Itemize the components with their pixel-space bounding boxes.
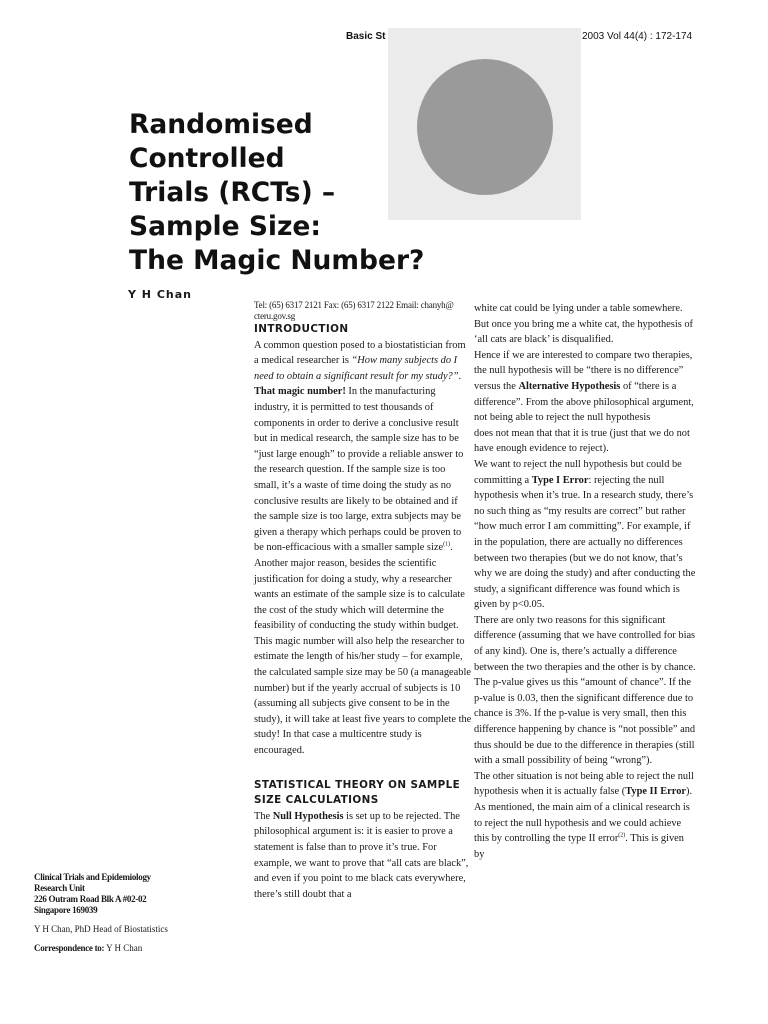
gray-circle-graphic bbox=[417, 59, 553, 195]
reference-marker: (2) bbox=[618, 832, 626, 839]
journal-citation: 2003 Vol 44(4) : 172-174 bbox=[582, 31, 693, 42]
intro-paragraph-1: A common question posed to a biostatistician from a medical researcher is “How many subjects do I need to obtain a significant result for my study?”. That magic number! In the manufacturing industry, it is permitted to test thousands of components in order to derive a conclusive result but in medical research, the sample size has to be “just large enough” to provide a reliable answer to the research question. If the sample size is too small, it’s a waste of time doing the study as no conclusive results are likely to be obtained and if the sample size is too large, extra subjects may be given a therapy which perhaps could be proven to be non-efficacious with a smaller sample size$^{(1)}$. bbox=[254, 339, 466, 554]
body-paragraph: does not mean that that it is true (just that we do not have enough evidence to reject). bbox=[474, 427, 690, 455]
correspondence-name: Y H Chan bbox=[104, 943, 143, 953]
text-column-left bbox=[254, 300, 472, 902]
affiliation-line: Research Unit bbox=[34, 883, 85, 893]
title-line: Trials (RCTs) – bbox=[129, 177, 336, 208]
affiliation-line: Singapore 169039 bbox=[34, 905, 98, 915]
body-paragraph: The other situation is not being able to reject the null hypothesis when it is actually false (Type II Error). As mentioned, the main aim of a clinical research is to reject the null hypothesis and we could achieve this by controlling the type II error$^{(2)}$. This is given by bbox=[474, 770, 694, 860]
correspondence bbox=[34, 943, 234, 954]
body-paragraph: There are only two reasons for this significant difference (assuming that we have controlled for bias of any kind). One is, there’s actually a difference between the two therapies and the other is by chance. The p-value gives us this “amount of chance”. If the p-value is 0.03, then the significant difference due to chance is 3%. If the p-value is very small, then this difference happening by chance is “not possible” and thus should be due to the difference in therapies (still with a small possibility of being “wrong”). bbox=[474, 614, 696, 767]
title-line: The Magic Number? bbox=[129, 245, 425, 276]
article-title bbox=[129, 108, 429, 278]
body-paragraph: Hence if we are interested to compare two therapies, the null hypothesis will be “there is no difference” versus the Alternative Hypothesis of “there is a difference”. From the above philosophical argument, not being able to reject the null hypothesis bbox=[474, 349, 694, 424]
text-column-right bbox=[474, 301, 696, 862]
intro-paragraph-2: Another major reason, besides the scientific justification for doing a study, why a researcher wants an estimate of the sample size is to calculate the cost of the study which will determine the feasibility of conducting the study within budget. This magic number will also help the researcher to estimate the length of his/her study – for example, the calculated sample size may be 50 (a manageable number) but if the yearly accrual of subjects is 10 (assuming all subjects give consent to be in the study), it will take at least five years to complete the study! In that case a multicentre study is encouraged. bbox=[254, 557, 472, 757]
section-heading-statistical-theory: STATISTICAL THEORY ON SAMPLE SIZE CALCULATIONS bbox=[254, 778, 461, 807]
journal-name: Basic St bbox=[346, 31, 386, 42]
stat-paragraph-1: The Null Hypothesis is set up to be rejected. The philosophical argument is: it is easier to prove a statement is false than to prove it’s true. For example, we want to prove that “all cats are black”, and even if you point to me black cats everywhere, there’s still doubt that a bbox=[254, 810, 469, 900]
author-affiliation bbox=[34, 872, 234, 954]
affiliation-line: Clinical Trials and Epidemiology bbox=[34, 872, 151, 882]
section-heading-introduction: INTRODUCTION bbox=[254, 323, 349, 335]
author-name: Y H Chan bbox=[128, 288, 192, 301]
body-paragraph: white cat could be lying under a table somewhere. But once you bring me a white cat, the hypothesis of ‘all cats are black’ is disqualified. bbox=[474, 303, 694, 346]
title-line: Randomised bbox=[129, 109, 313, 140]
body-paragraph: We want to reject the null hypothesis but could be committing a Type I Error: rejecting the null hypothesis when it’s true. In a research study, there’s no such thing as “my results are correct” but rather “how much error I am committing”. For example, if in the population, there are actually no differences between two therapies (but we do not know, that’s why we are doing the study) and after conducting the study, a significant difference was found which is given by p<0.05. bbox=[474, 458, 696, 611]
author-position: Y H Chan, PhD Head of Biostatistics bbox=[34, 924, 168, 934]
title-line: Sample Size: bbox=[129, 211, 321, 242]
title-line: Controlled bbox=[129, 143, 285, 174]
contact-info: Tel: (65) 6317 2121 Fax: (65) 6317 2122 Email: chanyh@ cteru.gov.sg bbox=[254, 300, 454, 321]
correspondence-label: Correspondence to: bbox=[34, 943, 105, 953]
reference-marker: (1) bbox=[443, 541, 451, 548]
affiliation-line: 226 Outram Road Blk A #02-02 bbox=[34, 894, 147, 904]
